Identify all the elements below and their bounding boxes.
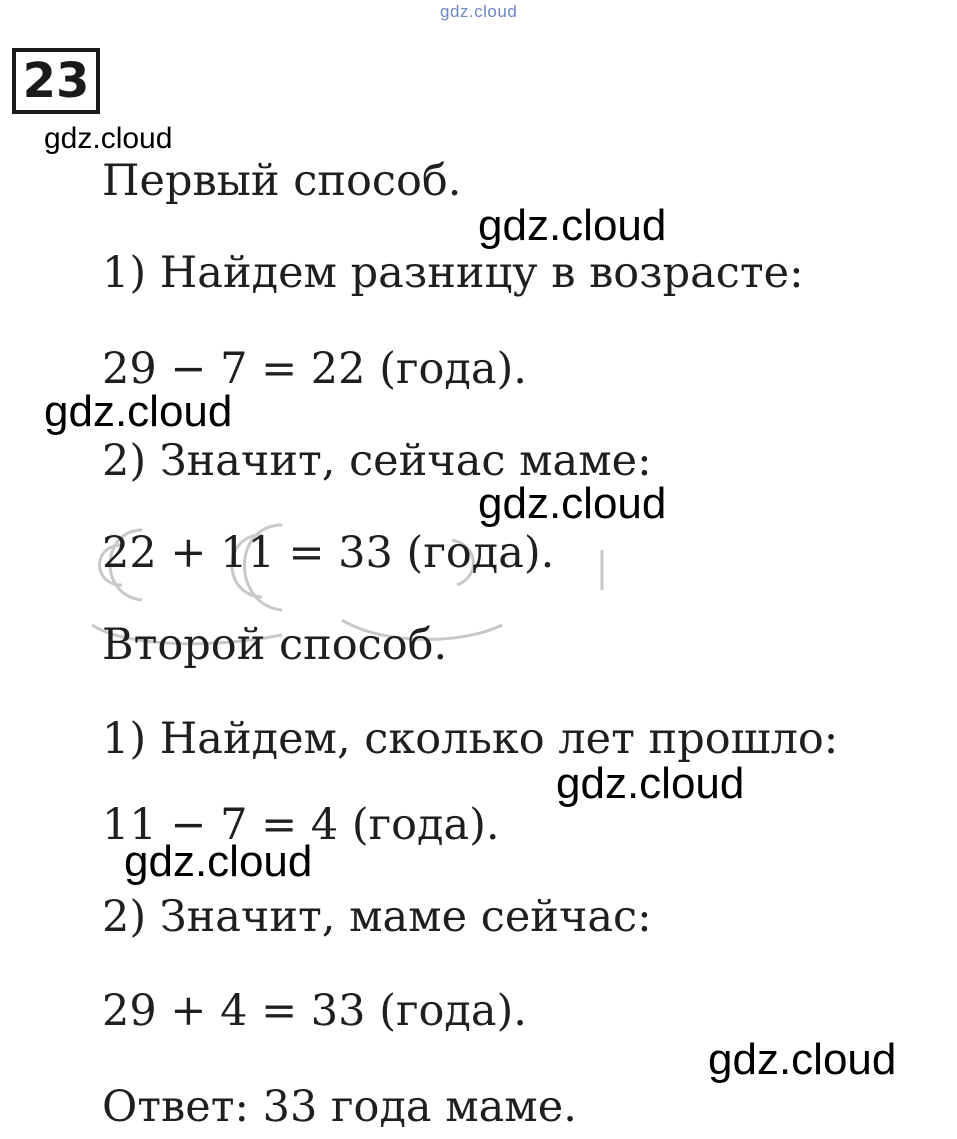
method2-calc2: 29 + 4 = 33 (года). [102,986,527,1036]
method1-title: Первый способ. [102,156,462,206]
watermark: gdz.cloud [478,201,667,250]
method1-step2: 2) Значит, сейчас маме: [102,436,652,486]
watermark: gdz.cloud [478,479,667,528]
method2-step1: 1) Найдем, сколько лет прошло: [102,714,839,764]
method1-calc1: 29 − 7 = 22 (года). [102,344,527,394]
method1-calc2: 22 + 11 = 33 (года). [102,528,555,578]
watermark: gdz.cloud [708,1035,897,1084]
watermark: gdz.cloud [44,122,173,155]
watermark: gdz.cloud [124,837,313,886]
watermark: gdz.cloud [44,387,233,436]
task-number-box [12,48,100,114]
task-number: 23 [22,53,90,109]
method2-calc1: 11 − 7 = 4 (года). [102,800,500,850]
method1-step1: 1) Найдем разницу в возрасте: [102,248,804,298]
watermark: gdz.cloud [556,759,745,808]
answer-line: Ответ: 33 года маме. [102,1082,577,1132]
method2-step2: 2) Значит, маме сейчас: [102,892,652,942]
site-mark-top: gdz.cloud [440,2,518,21]
method2-title: Второй способ. [102,620,448,670]
